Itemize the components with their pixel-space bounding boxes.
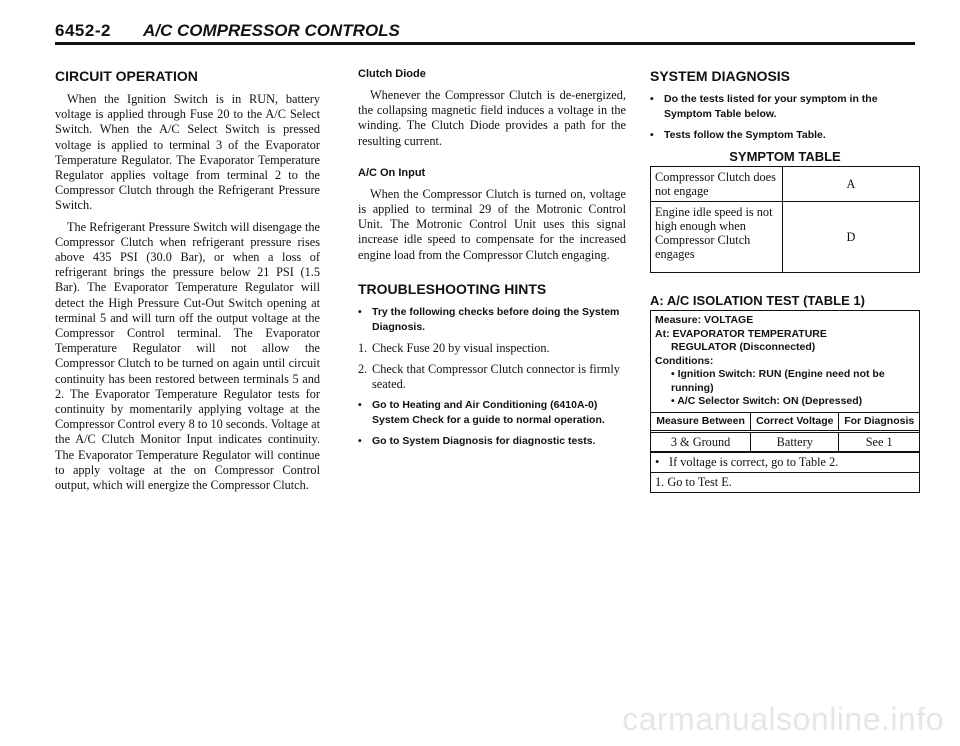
watermark: carmanualsonline.info [622,701,944,737]
correct-voltage-cell: Battery [751,431,839,451]
troubleshooting-step: 2. Check that Compressor Clutch connector is firmly seated. [358,362,620,392]
diagnosis-cell: See 1 [839,431,919,451]
symptom-cell: Compressor Clutch does not engage [651,167,783,202]
header-rule [55,42,915,45]
isolation-step-text: Go to Test E. [667,474,732,489]
isolation-step [651,472,919,492]
circuit-operation-section [55,68,320,499]
column-header: For Diagnosis [839,412,919,431]
troubleshooting-step: 1. Check Fuse 20 by visual inspection. [358,340,550,355]
circuit-paragraph-2: The Refrigerant Pressure Switch will disengage the Compressor Clutch when refrigerant pressure rises above 435 PSI (30.0 Bar), or when a loss of refrigerant brings the pressure below 21 PSI (1.5 Bar). The Evaporator Temperature Regulator will detect the High Pressure Cut-Out Switch opening at terminal 5 and will turn off the output voltage at the Compressor Control terminal. The Evaporator Temperature Regulator will not allow the Compressor Clutch to be turned on again until circuit continuity has been restored between terminals 5 and 2. The Evaporator Temperature Regulator tests for continuity by momentarily applying voltage at the Compressor Control every 8 to 10 seconds. Voltage at the A/C Clutch Monitor Input indicates continuity. The Evaporator Temperature Regulator will continue to apply voltage at the on Compressor Control output, which will energize the Compressor Clutch. [55,219,320,493]
isolation-test-title: A: A/C ISOLATION TEST (TABLE 1) [650,293,865,308]
symptom-table [650,166,920,273]
troubleshooting-hint: • Go to System Diagnosis for diagnostic tests. [358,434,626,449]
troubleshooting-hint: • Go to Heating and Air Conditioning (6410A-0) System Check for a guide to normal operation. [358,398,626,428]
troubleshooting-intro: • Try the following checks before doing the System Diagnosis. [358,305,626,335]
troubleshooting-heading: TROUBLESHOOTING HINTS [358,280,547,297]
at-label: At: EVAPORATOR TEMPERATURE [655,327,827,340]
isolation-note [651,452,919,472]
troubleshooting-steps [358,341,626,393]
page-number: 6452-2 [55,21,111,40]
page-title: A/C COMPRESSOR CONTROLS [143,21,400,40]
table-row [651,167,920,202]
symptom-cell: Engine idle speed is not high enough when Compressor Clutch engages [651,202,783,273]
measurement-table [651,412,919,452]
clutch-diode-text: Whenever the Compressor Clutch is de-energized, the collapsing magnetic field induces a voltage in the winding. The Clutch Diode provides a path for the resulting current. [358,88,626,148]
at-sub-label: REGULATOR (Disconnected) [671,341,816,353]
system-diagnosis-heading: SYSTEM DIAGNOSIS [650,68,791,84]
circuit-paragraph-1: When the Ignition Switch is in RUN, battery voltage is applied through Fuse 20 to the A/C Select Switch. When the A/C Select Switch is pressed voltage is applied to terminal 3 of the Evaporator Temperature Regulator. The Evaporator Temperature Regulator applies voltage from terminal 2 to the Compressor Clutch through the Refrigerant Pressure Switch. [55,92,320,213]
measure-between-cell: 3 & Ground [651,431,751,451]
middle-column [358,68,626,455]
diagnosis-bullet: • Tests follow the Symptom Table. [650,128,920,143]
table-row [651,202,920,273]
ac-on-input-heading: A/C On Input [358,166,426,179]
condition-item: • A/C Selector Switch: ON (Depressed) [671,395,863,407]
table-header-row [651,412,919,431]
system-diagnosis-section [650,68,920,493]
system-diagnosis-bullets [650,92,920,143]
ac-on-input-text: When the Compressor Clutch is turned on, voltage is applied to terminal 29 of the Motronic Control Unit. The Motronic Control Unit uses this signal increase idle speed to compensate for the increased engine load from the Compressor Clutch engaging. [358,186,626,262]
test-cell: A [783,167,920,202]
page-header [55,20,915,50]
table-row [651,431,919,451]
conditions-label: Conditions: [655,354,714,367]
test-cell: D [783,202,920,273]
isolation-note-text: • If voltage is correct, go to Table 2. [655,455,838,469]
troubleshooting-intro-list [358,305,626,335]
isolation-test-box [650,310,920,493]
column-header: Measure Between [651,412,751,431]
condition-item: • Ignition Switch: RUN (Engine need not be running) [671,368,885,394]
diagnosis-bullet: • Do the tests listed for your symptom in the Symptom Table below. [650,92,920,122]
symptom-table-title: SYMPTOM TABLE [729,149,841,164]
troubleshooting-hints [358,398,626,449]
isolation-step-number: 1. [655,474,665,489]
measure-label: Measure: VOLTAGE [655,314,754,326]
circuit-operation-heading: CIRCUIT OPERATION [55,68,198,84]
column-header: Correct Voltage [751,412,839,431]
clutch-diode-heading: Clutch Diode [358,68,426,80]
isolation-test-header [651,311,919,412]
